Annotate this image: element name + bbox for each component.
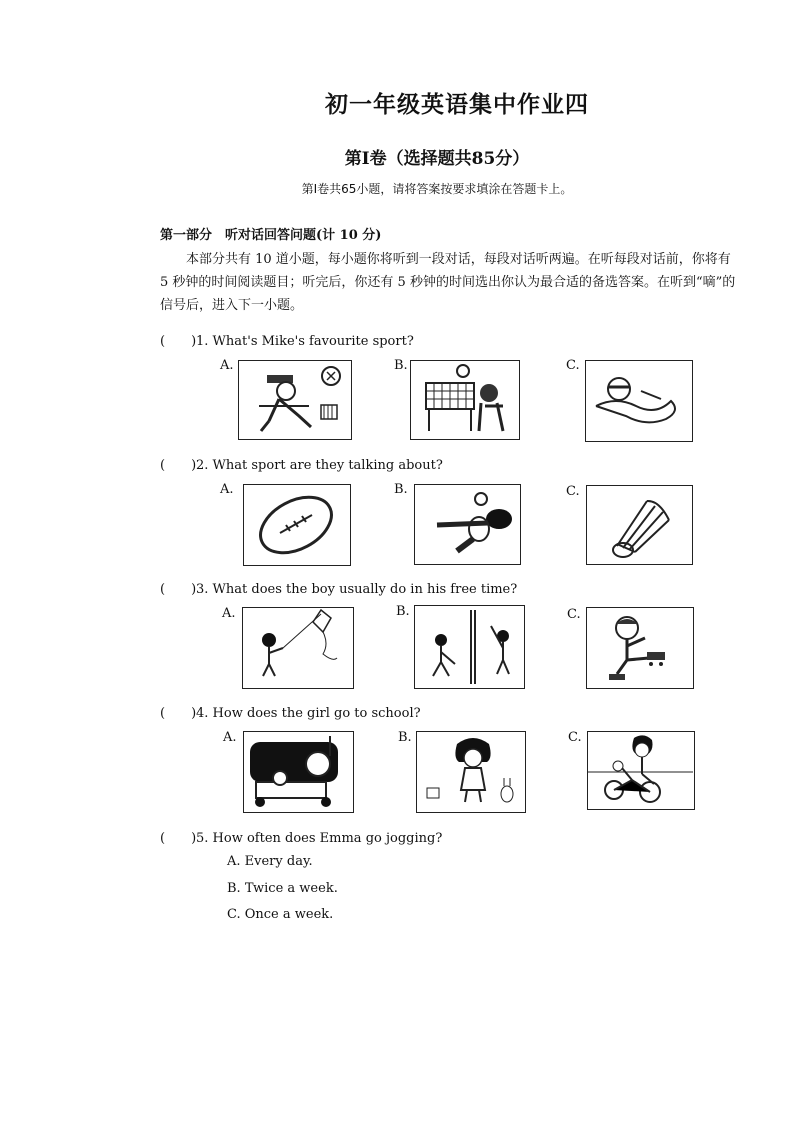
rugby-ball-picture[interactable] xyxy=(243,484,351,566)
choice-b[interactable]: B. Twice a week. xyxy=(227,881,338,896)
option-label-a: A. xyxy=(223,730,237,745)
answer-blank[interactable]: ( ) xyxy=(160,334,197,349)
option-label-c: C. xyxy=(568,730,582,745)
choice-a[interactable]: A. Every day. xyxy=(227,854,313,869)
question-5 xyxy=(160,827,442,846)
answer-blank[interactable]: ( ) xyxy=(160,831,197,846)
option-label-a: A. xyxy=(220,482,234,497)
flying-kite-picture[interactable] xyxy=(242,607,354,689)
question-2 xyxy=(160,454,443,473)
question-text: 4. How does the girl go to school? xyxy=(196,706,421,721)
soccer-picture[interactable] xyxy=(238,360,352,440)
option-label-a: A. xyxy=(220,358,234,373)
option-label-b: B. xyxy=(394,358,408,373)
answer-blank[interactable]: ( ) xyxy=(160,582,197,597)
girl-cycling-picture[interactable] xyxy=(587,731,695,810)
girl-walking-picture[interactable] xyxy=(416,731,526,813)
section-subtitle: 第Ⅰ卷（选择题共85分） xyxy=(344,149,530,169)
part-heading: 第一部分 听对话回答问题(计 10 分) xyxy=(160,228,382,243)
option-label-c: C. xyxy=(566,484,580,499)
option-label-b: B. xyxy=(394,482,408,497)
girl-in-car-picture[interactable] xyxy=(243,731,354,813)
shuttlecock-picture[interactable] xyxy=(586,485,693,565)
question-3 xyxy=(160,578,517,597)
answer-blank[interactable]: ( ) xyxy=(160,706,197,721)
answer-blank[interactable]: ( ) xyxy=(160,458,197,473)
question-1 xyxy=(160,330,414,349)
option-label-b: B. xyxy=(396,604,410,619)
swimming-picture[interactable] xyxy=(585,360,693,442)
page-title: 初一年级英语集中作业四 xyxy=(325,91,589,118)
ping-pong-picture[interactable] xyxy=(414,484,521,565)
question-text: 1. What's Mike's favourite sport? xyxy=(196,334,414,349)
option-label-a: A. xyxy=(222,606,236,621)
question-text: 2. What sport are they talking about? xyxy=(196,458,443,473)
question-text: 3. What does the boy usually do in his free time? xyxy=(196,582,518,597)
choice-c[interactable]: C. Once a week. xyxy=(227,907,334,922)
option-label-b: B. xyxy=(398,730,412,745)
section-instruction: 第Ⅰ卷共65小题，请将答案按要求填涂在答题卡上。 xyxy=(301,182,573,196)
question-4 xyxy=(160,702,421,721)
option-label-c: C. xyxy=(566,358,580,373)
part-intro: 本部分共有 10 道小题，每小题你将听到一段对话，每段对话听两遍。在听每段对话前，你将有 5 秒钟的时间阅读题目；听完后，你还有 5 秒钟的时间选出你认为最合适的备选答案。在听到“嘀”的信号后，进入下一小题。 xyxy=(160,252,736,313)
volleyball-picture[interactable] xyxy=(410,360,520,440)
badminton-game-picture[interactable] xyxy=(414,605,525,689)
roller-skating-picture[interactable] xyxy=(586,607,694,689)
option-label-c: C. xyxy=(567,607,581,622)
question-text: 5. How often does Emma go jogging? xyxy=(196,831,443,846)
